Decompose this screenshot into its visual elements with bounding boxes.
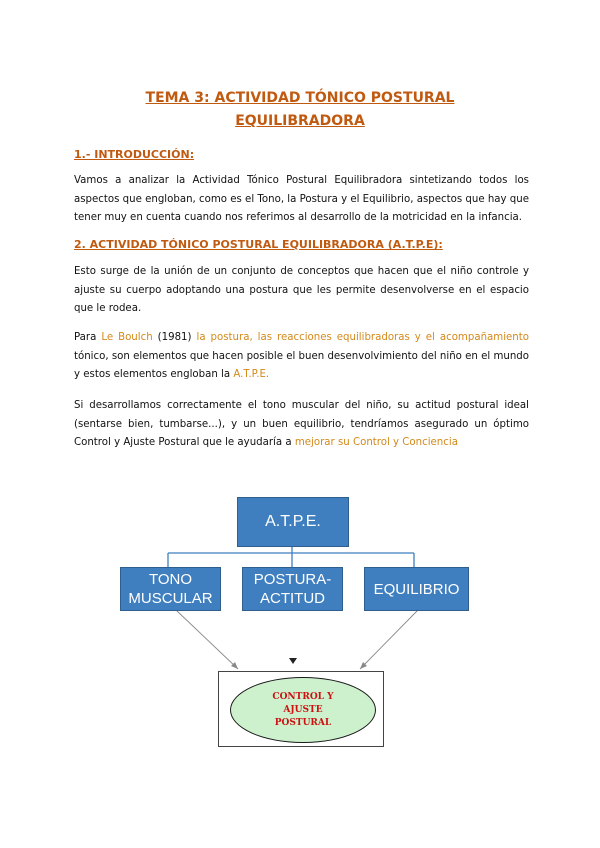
postura-label-line2: ACTITUD xyxy=(260,590,325,607)
section-heading-introduccion: 1.- INTRODUCCIÓN: xyxy=(74,148,195,161)
tono-muscular-box xyxy=(120,567,221,611)
equilibrio-box: EQUILIBRIO xyxy=(364,567,469,611)
author-name: Le Boulch xyxy=(101,332,153,343)
arrow-left-line xyxy=(176,610,238,669)
section-heading-atpe: 2. ACTIVIDAD TÓNICO POSTURAL EQUILIBRADORA (A.T.P.E): xyxy=(74,238,443,251)
p3-highlight: mejorar su Control y Conciencia xyxy=(294,437,458,448)
page-title-line1: TEMA 3: ACTIVIDAD TÓNICO POSTURAL xyxy=(145,90,455,106)
arrow-middle-head xyxy=(289,658,297,664)
result-line2: AJUSTE xyxy=(283,704,323,715)
p3-text-1: Si desarrollamos correctamente el tono muscular del niño, su actitud postural ideal (sentarse bien, tumbarse...), y un buen equilibrio, tendríamos asegurado un óptimo Control y Ajuste Postural que le ayudaría a xyxy=(74,400,529,448)
p2-highlight: la postura, las reacciones equilibradoras y el acompañamiento xyxy=(196,332,529,343)
page-title-line2: EQUILIBRADORA xyxy=(235,113,365,129)
result-line3: POSTURAL xyxy=(274,717,332,728)
postura-actitud-box xyxy=(242,567,343,611)
p2-text-3: tónico, son elementos que hacen posible el buen desenvolvimiento del niño en el mundo y estos elementos engloban la xyxy=(74,350,529,380)
tono-label-line2: MUSCULAR xyxy=(128,590,213,607)
atpe-box: A.T.P.E. xyxy=(237,497,349,547)
result-line1: CONTROL Y xyxy=(272,691,334,702)
p2-text-1: Para xyxy=(74,332,102,343)
intro-paragraph: Vamos a analizar la Actividad Tónico Postural Equilibradora sintetizando todos los aspectos que engloban, como es el Tono, la Postura y el Equilibrio, aspectos que hay que tener muy en cuenta cuando nos referimos al desarrollo de la motricidad en la infancia. xyxy=(74,175,529,223)
p2-acronym: A.T.P.E. xyxy=(233,369,270,380)
atpe-paragraph-1: Esto surge de la unión de un conjunto de conceptos que hacen que el niño controle y ajuste su cuerpo adoptando una postura que les permite desenvolverse en el espacio que le rodea. xyxy=(74,266,529,314)
p2-text-2: (1981) xyxy=(152,332,197,343)
tono-label-line1: TONO xyxy=(148,571,193,588)
arrow-right-line xyxy=(360,610,418,669)
control-ajuste-postural-oval xyxy=(230,677,376,743)
postura-label-line1: POSTURA- xyxy=(253,571,332,588)
